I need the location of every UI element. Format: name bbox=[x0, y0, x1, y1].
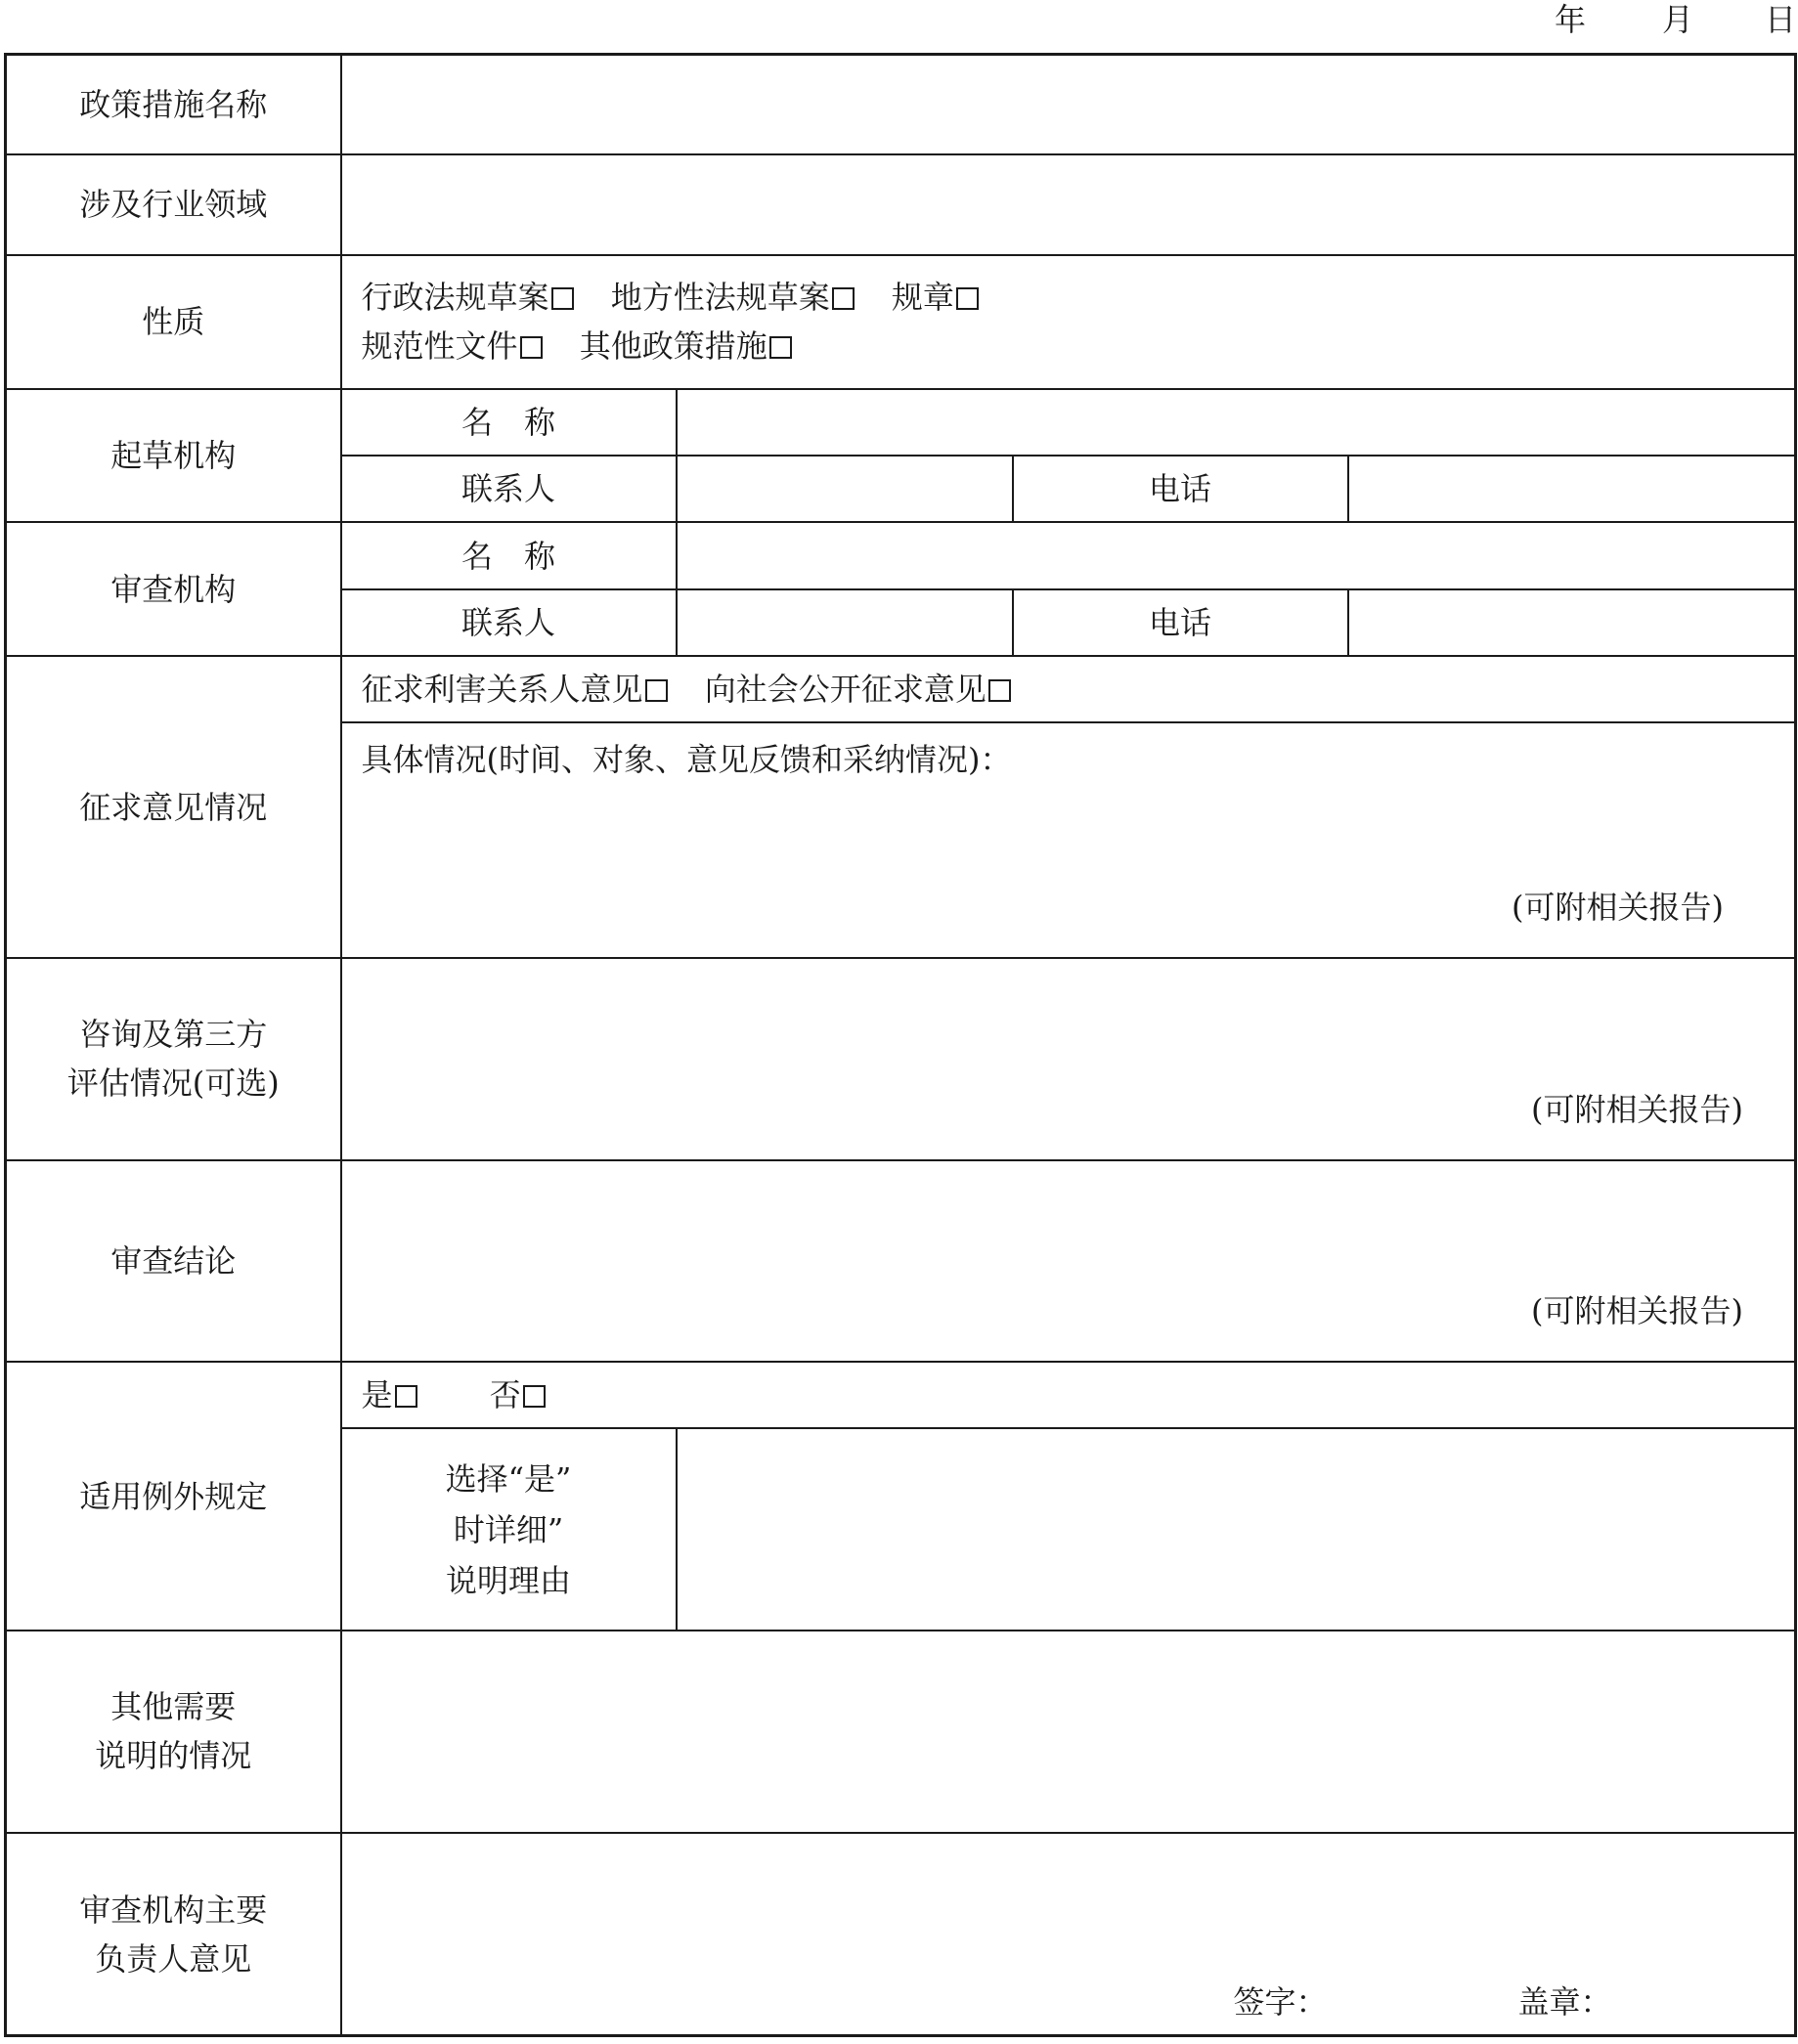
nature-options bbox=[341, 255, 1796, 389]
nature-label: 性质 bbox=[6, 255, 341, 389]
checkbox-icon[interactable] bbox=[523, 1385, 546, 1408]
date-line bbox=[1555, 0, 1797, 39]
consultation-label: 征求意见情况 bbox=[6, 656, 341, 957]
consultation-option-stakeholders[interactable]: 征求利害关系人意见 bbox=[362, 671, 668, 708]
drafting-org-name-field[interactable] bbox=[677, 389, 1796, 456]
conclusion-attach-note: (可附相关报告) bbox=[1531, 1292, 1743, 1330]
conclusion-label: 审查结论 bbox=[6, 1160, 341, 1362]
drafting-org-phone-label: 电话 bbox=[1013, 456, 1348, 522]
nature-option-rules[interactable]: 规章 bbox=[892, 279, 979, 316]
exception-label: 适用例外规定 bbox=[6, 1362, 341, 1630]
exception-options bbox=[341, 1362, 1796, 1428]
consultation-attach-note: (可附相关报告) bbox=[1512, 888, 1724, 926]
nature-option-normative-doc[interactable]: 规范性文件 bbox=[362, 327, 543, 365]
consultation-options bbox=[341, 656, 1796, 722]
other-field[interactable] bbox=[341, 1631, 1796, 1833]
head-opinion-field[interactable] bbox=[341, 1833, 1796, 2035]
drafting-org-contact-field[interactable] bbox=[677, 456, 1013, 522]
checkbox-icon[interactable] bbox=[832, 287, 855, 310]
seal-label: 盖章： bbox=[1517, 1983, 1612, 2021]
consultation-details-label: 具体情况(时间、对象、意见反馈和采纳情况)： bbox=[361, 741, 1012, 779]
head-opinion-label: 审查机构主要 负责人意见 bbox=[6, 1833, 341, 2035]
sign-label: 签字： bbox=[1233, 1983, 1328, 2021]
review-org-contact-label: 联系人 bbox=[341, 589, 677, 656]
third-party-attach-note: (可附相关报告) bbox=[1531, 1091, 1743, 1129]
other-label: 其他需要 说明的情况 bbox=[6, 1631, 341, 1833]
policy-name-label: 政策措施名称 bbox=[6, 55, 341, 154]
review-org-name-label: 名 称 bbox=[341, 522, 677, 589]
third-party-field[interactable] bbox=[341, 958, 1796, 1160]
checkbox-icon[interactable] bbox=[956, 287, 979, 310]
review-org-contact-field[interactable] bbox=[677, 589, 1013, 656]
checkbox-icon[interactable] bbox=[769, 336, 792, 359]
drafting-org-contact-label: 联系人 bbox=[341, 456, 677, 522]
exception-reason-field[interactable] bbox=[677, 1428, 1796, 1630]
nature-option-other[interactable]: 其他政策措施 bbox=[580, 327, 792, 365]
checkbox-icon[interactable] bbox=[645, 679, 668, 702]
nature-option-local-reg[interactable]: 地方性法规草案 bbox=[611, 279, 855, 316]
date-month: 月 bbox=[1662, 1, 1694, 38]
consultation-details-field[interactable] bbox=[341, 722, 1796, 957]
policy-name-field[interactable] bbox=[341, 55, 1796, 154]
date-day: 日 bbox=[1765, 1, 1797, 38]
checkbox-icon[interactable] bbox=[395, 1385, 417, 1408]
review-org-phone-field[interactable] bbox=[1348, 589, 1796, 656]
checkbox-icon[interactable] bbox=[551, 287, 574, 310]
drafting-org-label: 起草机构 bbox=[6, 389, 341, 522]
exception-option-yes[interactable]: 是 bbox=[362, 1376, 417, 1413]
date-year: 年 bbox=[1555, 1, 1587, 38]
review-form-table bbox=[4, 53, 1797, 2037]
industry-field[interactable] bbox=[341, 154, 1796, 255]
checkbox-icon[interactable] bbox=[520, 336, 543, 359]
checkbox-icon[interactable] bbox=[988, 679, 1011, 702]
nature-option-admin-reg[interactable]: 行政法规草案 bbox=[362, 279, 574, 316]
conclusion-field[interactable] bbox=[341, 1160, 1796, 1362]
exception-option-no[interactable]: 否 bbox=[490, 1376, 546, 1413]
review-org-name-field[interactable] bbox=[677, 522, 1796, 589]
third-party-label: 咨询及第三方 评估情况(可选) bbox=[6, 958, 341, 1160]
consultation-option-public[interactable]: 向社会公开征求意见 bbox=[705, 671, 1011, 708]
drafting-org-phone-field[interactable] bbox=[1348, 456, 1796, 522]
review-org-label: 审查机构 bbox=[6, 522, 341, 656]
drafting-org-name-label: 名 称 bbox=[341, 389, 677, 456]
review-org-phone-label: 电话 bbox=[1013, 589, 1348, 656]
exception-reason-label: 选择“是” 时详细” 说明理由 bbox=[341, 1428, 677, 1630]
industry-label: 涉及行业领域 bbox=[6, 154, 341, 255]
